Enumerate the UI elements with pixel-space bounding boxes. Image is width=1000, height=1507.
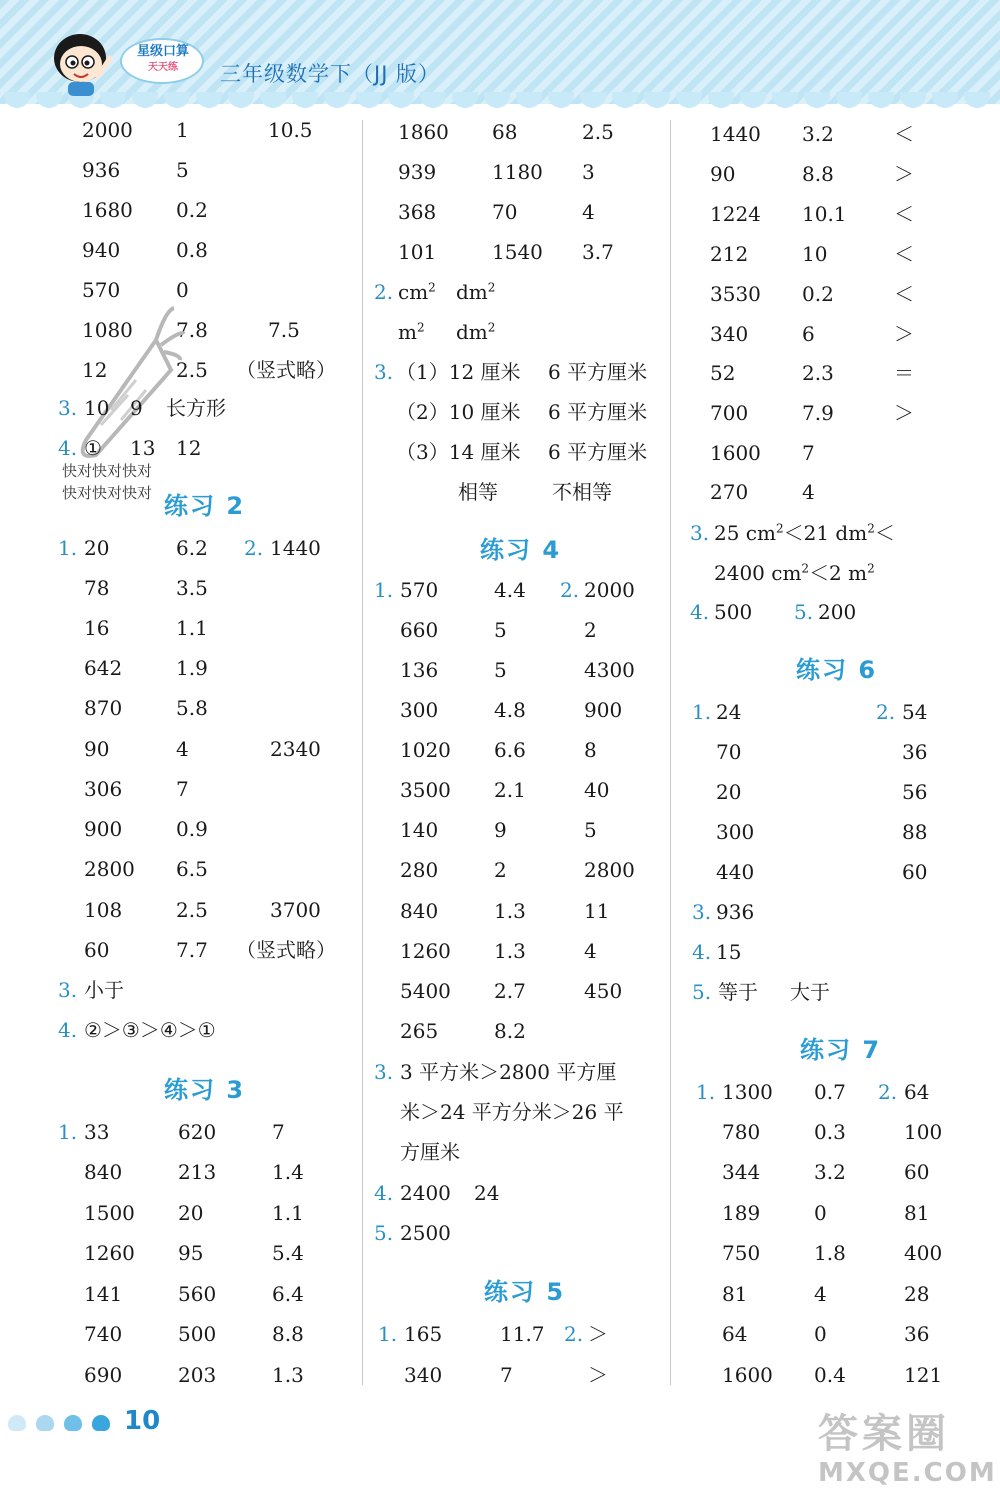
section-title-practice-6: 练习 6 (796, 656, 878, 684)
answer-value: 108 (84, 898, 123, 922)
answer-value: 20 (178, 1201, 204, 1225)
answer-value: ＞ (588, 1363, 608, 1387)
answer-value: 189 (722, 1201, 761, 1225)
answer-value: 1260 (84, 1241, 135, 1265)
answer-value: 900 (84, 817, 123, 841)
answer-value: 690 (84, 1363, 123, 1387)
answer-value: （3）14 厘米 (396, 440, 521, 464)
answer-value: 5 (494, 658, 507, 682)
answer-value: 0.2 (802, 282, 834, 306)
footer-dot-icon (64, 1415, 82, 1431)
answer-value: 2.1 (494, 778, 526, 802)
answer-value: 68 (492, 120, 518, 144)
answer-value: 265 (400, 1019, 439, 1043)
answer-value: ＞ (894, 401, 914, 425)
answer-value: 6.4 (272, 1282, 304, 1306)
answer-value: 7 (272, 1120, 285, 1144)
question-number: 4. (692, 940, 712, 964)
answer-value: 2.5 (176, 898, 208, 922)
footer-dot-icon (8, 1415, 26, 1431)
unit-text: cm (398, 280, 429, 304)
section-title-practice-3: 练习 3 (164, 1076, 246, 1104)
answer-value: 165 (404, 1322, 443, 1346)
answer-value: 1 (176, 118, 189, 142)
answer-value: 13 (130, 436, 156, 460)
answer-value: 11 (584, 899, 610, 923)
answer-value: 1080 (82, 318, 133, 342)
answer-value: 3.2 (814, 1160, 846, 1184)
answer-value: 9 (494, 818, 507, 842)
answer-value: 7 (802, 441, 815, 465)
answer-value: 60 (84, 938, 110, 962)
answer-value: 大于 (790, 980, 830, 1004)
answer-value: 52 (710, 361, 736, 385)
answer-value: ＜ (894, 202, 914, 226)
question-number: 2. (560, 578, 580, 602)
margin-note: 快对快对快对 (62, 484, 153, 502)
answer-value: 33 (84, 1120, 110, 1144)
answer-value: 0.9 (176, 817, 208, 841)
answer-value: 500 (714, 600, 753, 624)
answer-value: 344 (722, 1160, 761, 1184)
answer-value: 6.5 (176, 857, 208, 881)
answer-value: 3 平方米＞2800 平方厘 (400, 1060, 617, 1084)
answer-value: 81 (904, 1201, 930, 1225)
answer-value: 1440 (270, 536, 321, 560)
answer-value (456, 320, 495, 344)
answer-value: 方厘米 (400, 1140, 460, 1164)
answer-value: 2.3 (802, 361, 834, 385)
answer-value: 88 (902, 820, 928, 844)
answer-value: 8.8 (272, 1322, 304, 1346)
answer-value: （竖式略） (236, 938, 336, 962)
answer-value: 3.5 (176, 576, 208, 600)
footer-dot-icon (36, 1415, 54, 1431)
answer-value: 6.6 (494, 738, 526, 762)
answer-value: ① (84, 436, 102, 460)
unit-text: dm (456, 280, 488, 304)
answer-value: 4 (176, 737, 189, 761)
answer-value: 560 (178, 1282, 217, 1306)
answer-value: 1540 (492, 240, 543, 264)
answer-value: 1020 (400, 738, 451, 762)
answer-value: 900 (584, 698, 623, 722)
unit-text: dm (456, 320, 488, 344)
margin-note: 快对快对快对 (62, 462, 153, 480)
answer-value: 0.4 (814, 1363, 846, 1387)
answer-value: 121 (904, 1363, 943, 1387)
question-number: 3. (374, 360, 394, 384)
answer-value: ＜ (894, 122, 914, 146)
answer-value: 7 (500, 1363, 513, 1387)
answer-value: 10.5 (268, 118, 313, 142)
section-title-practice-4: 练习 4 (480, 536, 562, 564)
answer-value: 0.8 (176, 238, 208, 262)
answer-value: 306 (84, 777, 123, 801)
answer-value: 5 (494, 618, 507, 642)
answer-value: 0.3 (814, 1120, 846, 1144)
answer-value: 2800 (584, 858, 635, 882)
answer-value: 2400 (400, 1181, 451, 1205)
section-title-practice-7: 练习 7 (800, 1036, 882, 1064)
question-number: 3. (692, 900, 712, 924)
answer-value: 1440 (710, 122, 761, 146)
footer-dot-icon (92, 1415, 110, 1431)
answer-value: 840 (84, 1160, 123, 1184)
answer-value: ＞ (588, 1322, 608, 1346)
answer-value: 2800 (84, 857, 135, 881)
answer-value: 8.2 (494, 1019, 526, 1043)
question-number: 3. (690, 521, 710, 545)
answer-value: 200 (818, 600, 857, 624)
answer-value: 36 (902, 740, 928, 764)
answer-value: 213 (178, 1160, 217, 1184)
answer-value: 2500 (400, 1221, 451, 1245)
answer-value: 270 (710, 480, 749, 504)
answer-value: 米＞24 平方分米＞26 平 (400, 1100, 624, 1124)
answer-value: 1860 (398, 120, 449, 144)
answer-value: 1.9 (176, 656, 208, 680)
answer-value: 740 (84, 1322, 123, 1346)
superscript: 2 (416, 320, 425, 335)
answer-value: 620 (178, 1120, 217, 1144)
answer-value: 2000 (82, 118, 133, 142)
column-divider (362, 120, 363, 1385)
answer-value: 100 (904, 1120, 943, 1144)
expression-part: ＜ (874, 521, 895, 545)
question-number: 5. (374, 1221, 394, 1245)
answer-value: 2.5 (582, 120, 614, 144)
answer-value: 3.2 (802, 122, 834, 146)
answer-value: 12 (176, 436, 202, 460)
answer-value: ＜ (894, 282, 914, 306)
unit-text: m (398, 320, 417, 344)
answer-value: 36 (904, 1322, 930, 1346)
answer-value: 4 (814, 1282, 827, 1306)
answer-value: 90 (710, 162, 736, 186)
answer-value: 2 (494, 858, 507, 882)
answer-value: 54 (902, 700, 928, 724)
answer-value: 3530 (710, 282, 761, 306)
answer-value: 450 (584, 979, 623, 1003)
answer-value: 570 (82, 278, 121, 302)
watermark-line2: MXQE.COM (818, 1458, 997, 1488)
answer-value: 0 (814, 1322, 827, 1346)
page-number: 10 (124, 1406, 161, 1436)
answer-value: 660 (400, 618, 439, 642)
answer-value: 1224 (710, 202, 761, 226)
logo-line1: 星级口算 (136, 44, 189, 59)
answer-value: 7.7 (176, 938, 208, 962)
answer-value: 1600 (710, 441, 761, 465)
answer-value: ＞ (894, 162, 914, 186)
answer-value: 15 (716, 940, 742, 964)
answer-value: 1260 (400, 939, 451, 963)
watermark-line1: 答案圈 (818, 1411, 950, 1457)
answer-value: （竖式略） (236, 358, 336, 382)
answer-value: 2.5 (176, 358, 208, 382)
answer-value: 4.4 (494, 578, 526, 602)
answer-value: 40 (584, 778, 610, 802)
superscript: 2 (801, 561, 810, 576)
expression-part: 2400 cm (714, 561, 802, 585)
answer-value: 等于 (718, 980, 758, 1004)
question-number: 2. (878, 1080, 898, 1104)
answer-value: 64 (904, 1080, 930, 1104)
answer-value: 90 (84, 737, 110, 761)
question-number: 3. (58, 396, 78, 420)
answer-value: 1600 (722, 1363, 773, 1387)
answer-value: 7 (176, 777, 189, 801)
answer-value: 3 (582, 160, 595, 184)
answer-value: 300 (400, 698, 439, 722)
mascot-boy-icon (50, 28, 116, 98)
answer-value: 1.8 (814, 1241, 846, 1265)
answer-value: 300 (716, 820, 755, 844)
answer-value: 4 (584, 939, 597, 963)
answer-value: 小于 (84, 978, 124, 1002)
answer-value: 6 平方厘米 (548, 400, 648, 424)
answer-value: 368 (398, 200, 437, 224)
answer-value: 95 (178, 1241, 204, 1265)
answer-value: 7.9 (802, 401, 834, 425)
question-number: 3. (58, 978, 78, 1002)
answer-value: 340 (710, 322, 749, 346)
question-number: 5. (692, 980, 712, 1004)
question-number: 2. (876, 700, 896, 724)
column-divider (670, 120, 671, 1385)
answer-value: 60 (904, 1160, 930, 1184)
expression-part: ＜2 m (809, 561, 868, 585)
answer-value: 4.8 (494, 698, 526, 722)
answer-value: 3500 (400, 778, 451, 802)
answer-value: 16 (84, 616, 110, 640)
answer-value: 6 (802, 322, 815, 346)
answer-value: 212 (710, 242, 749, 266)
question-number: 2. (374, 280, 394, 304)
answer-value: 140 (400, 818, 439, 842)
question-number: 1. (692, 700, 712, 724)
answer-value: 56 (902, 780, 928, 804)
answer-value: 长方形 (166, 396, 226, 420)
answer-value: 340 (404, 1363, 443, 1387)
answer-value: 0.7 (814, 1080, 846, 1104)
answer-value: 24 (474, 1181, 500, 1205)
answer-value: 5 (584, 818, 597, 842)
answer-value: 6 平方厘米 (548, 360, 648, 384)
answer-value: 20 (84, 536, 110, 560)
superscript: 2 (487, 320, 496, 335)
answer-value: 70 (716, 740, 742, 764)
answer-value: 1.4 (272, 1160, 304, 1184)
question-number: 3. (374, 1060, 394, 1084)
answer-value: ②＞③＞④＞① (84, 1018, 216, 1042)
answer-value: 2000 (584, 578, 635, 602)
question-number: 4. (58, 1018, 78, 1042)
answer-value: 60 (902, 860, 928, 884)
answer-value: ＝ (894, 361, 914, 385)
answer-value: 4 (582, 200, 595, 224)
question-number: 5. (794, 600, 814, 624)
question-number: 2. (244, 536, 264, 560)
series-logo (128, 44, 198, 76)
answer-value: 78 (84, 576, 110, 600)
section-title-practice-2: 练习 2 (164, 492, 246, 520)
answer-value: 64 (722, 1322, 748, 1346)
answer-value: 20 (716, 780, 742, 804)
answer-value: 1680 (82, 198, 133, 222)
answer-value: 500 (178, 1322, 217, 1346)
answer-value: 1.3 (494, 899, 526, 923)
superscript: 2 (867, 561, 875, 576)
answer-value: 5400 (400, 979, 451, 1003)
watermark (818, 1410, 997, 1488)
answer-value: 7.5 (268, 318, 300, 342)
superscript: 2 (428, 280, 436, 295)
answer-value: 相等 (458, 480, 498, 504)
question-number: 1. (58, 536, 78, 560)
question-number: 1. (374, 578, 394, 602)
answer-value: 0 (814, 1201, 827, 1225)
answer-value: 0.2 (176, 198, 208, 222)
answer-value: 6 平方厘米 (548, 440, 648, 464)
answer-value (714, 561, 875, 585)
answer-value: 141 (84, 1282, 123, 1306)
answer-value: 1500 (84, 1201, 135, 1225)
answer-value (714, 521, 895, 545)
book-title: 三年级数学下（JJ 版） (220, 62, 441, 86)
superscript: 2 (775, 521, 784, 536)
superscript: 2 (487, 280, 496, 295)
answer-value: 不相等 (552, 480, 612, 504)
answer-value: 12 (82, 358, 108, 382)
answer-value: 0 (176, 278, 189, 302)
answer-value: 11.7 (500, 1322, 545, 1346)
superscript: 2 (867, 521, 875, 536)
expression-part: ＜21 dm (783, 521, 868, 545)
answer-value: 936 (82, 158, 121, 182)
question-number: 4. (374, 1181, 394, 1205)
answer-value: 1180 (492, 160, 543, 184)
answer-value: 2.7 (494, 979, 526, 1003)
answer-value: 750 (722, 1241, 761, 1265)
answer-value: 1.3 (494, 939, 526, 963)
answer-value: 280 (400, 858, 439, 882)
answer-value: 936 (716, 900, 755, 924)
answer-value (456, 280, 495, 304)
answer-value: 840 (400, 899, 439, 923)
answer-value: 10.1 (802, 202, 847, 226)
answer-value: 570 (400, 578, 439, 602)
answer-value: ＜ (894, 242, 914, 266)
answer-value: 780 (722, 1120, 761, 1144)
answer-value: 4300 (584, 658, 635, 682)
header-scallop-edge (0, 92, 1000, 112)
question-number: 1. (378, 1322, 398, 1346)
answer-value: 1.1 (272, 1201, 304, 1225)
answer-value: 400 (904, 1241, 943, 1265)
answer-value: 6.2 (176, 536, 208, 560)
answer-value (398, 280, 436, 304)
answer-value: 1300 (722, 1080, 773, 1104)
answer-value (398, 320, 425, 344)
answer-value: 203 (178, 1363, 217, 1387)
answer-value: 81 (722, 1282, 748, 1306)
answer-value: 1.3 (272, 1363, 304, 1387)
answer-value: 24 (716, 700, 742, 724)
answer-value: 3.7 (582, 240, 614, 264)
answer-value: 2340 (270, 737, 321, 761)
answer-value: 8.8 (802, 162, 834, 186)
question-number: 1. (58, 1120, 78, 1144)
answer-value: 136 (400, 658, 439, 682)
answer-value: 9 (130, 396, 143, 420)
expression-part: 25 cm (714, 521, 776, 545)
answer-value: 440 (716, 860, 755, 884)
answer-value: 101 (398, 240, 437, 264)
logo-line2: 天天练 (148, 62, 178, 73)
answer-value: 940 (82, 238, 121, 262)
answer-value: 4 (802, 480, 815, 504)
question-number: 2. (564, 1322, 584, 1346)
answer-value: （1）12 厘米 (396, 360, 521, 384)
answer-value: 8 (584, 738, 597, 762)
answer-value: （2）10 厘米 (396, 400, 521, 424)
answer-value: 642 (84, 656, 123, 680)
answer-value: 5.8 (176, 696, 208, 720)
answer-value: 5 (176, 158, 189, 182)
answer-value: 3700 (270, 898, 321, 922)
question-number: 1. (696, 1080, 716, 1104)
answer-value: 700 (710, 401, 749, 425)
question-number: 4. (58, 436, 78, 460)
answer-value: 939 (398, 160, 437, 184)
answer-value: 70 (492, 200, 518, 224)
answer-value: 5.4 (272, 1241, 304, 1265)
answer-value: ＞ (894, 322, 914, 346)
answer-value: 870 (84, 696, 123, 720)
section-title-practice-5: 练习 5 (484, 1278, 566, 1306)
answer-value: 2 (584, 618, 597, 642)
answer-value: 7.8 (176, 318, 208, 342)
answer-value: 10 (84, 396, 110, 420)
answer-value: 28 (904, 1282, 930, 1306)
answer-value: 1.1 (176, 616, 208, 640)
answer-value: 10 (802, 242, 828, 266)
question-number: 4. (690, 600, 710, 624)
